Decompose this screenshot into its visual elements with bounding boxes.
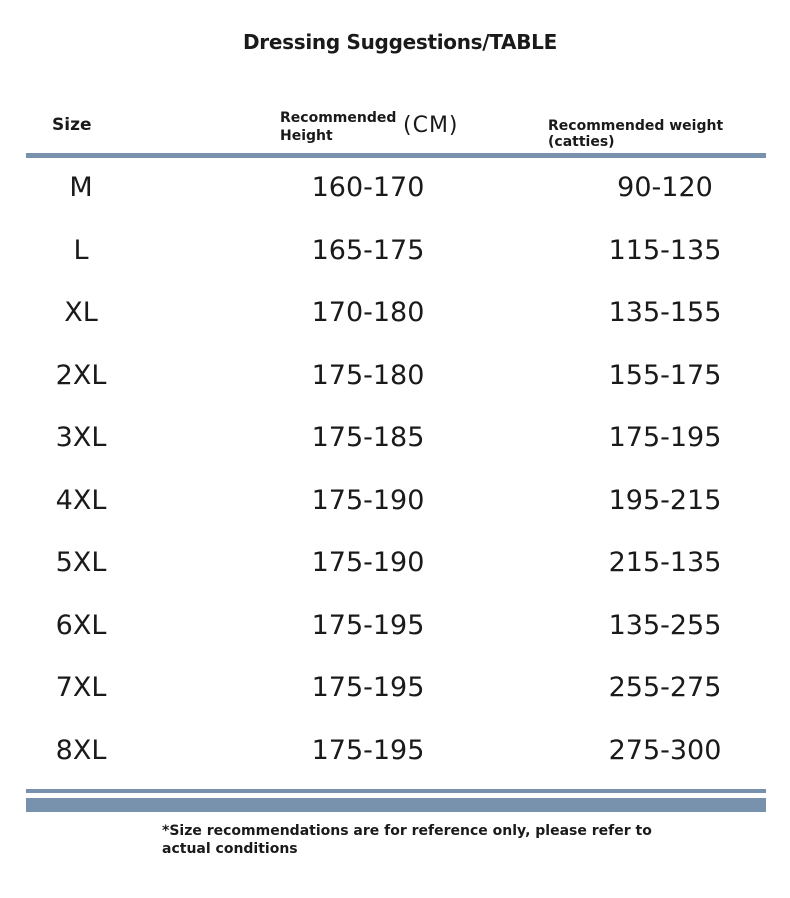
size-cell: 7XL [55, 672, 107, 703]
table-row [0, 346, 790, 408]
weight-cell: 90-120 [617, 172, 713, 203]
weight-cell: 155-175 [608, 359, 722, 391]
size-cell: 6XL [55, 609, 107, 641]
footer-divider-thick [26, 798, 766, 812]
height-cell: 175-195 [311, 672, 425, 703]
footer-divider-thin [26, 789, 766, 793]
size-cell: XL [64, 297, 98, 328]
table-row [0, 408, 790, 470]
weight-cell: 135-255 [608, 609, 722, 641]
table-row [0, 471, 790, 533]
size-cell: 3XL [55, 422, 107, 453]
size-cell: L [73, 234, 89, 266]
size-cell: 2XL [55, 359, 107, 391]
weight-cell: 275-300 [608, 734, 722, 766]
table-row [0, 158, 790, 220]
table-row [0, 533, 790, 595]
weight-cell: 195-215 [608, 484, 722, 516]
weight-cell: 115-135 [608, 234, 722, 266]
table-row [0, 283, 790, 345]
height-cell: 165-175 [311, 234, 425, 266]
table-row [0, 221, 790, 283]
weight-cell: 255-275 [608, 672, 722, 703]
height-cell: 160-170 [311, 172, 425, 203]
table-row [0, 721, 790, 783]
table-row [0, 596, 790, 658]
header-height-unit: (CM) [403, 113, 459, 138]
header-size: Size [52, 115, 92, 135]
height-cell: 175-190 [311, 547, 425, 578]
weight-cell: 175-195 [608, 422, 722, 453]
height-cell: 175-180 [311, 359, 425, 391]
height-cell: 175-195 [311, 734, 425, 766]
table-row [0, 658, 790, 720]
header-weight: Recommended weight (catties) [548, 118, 724, 150]
size-cell: 4XL [55, 484, 107, 516]
height-cell: 175-195 [311, 609, 425, 641]
size-cell: M [69, 172, 93, 203]
weight-cell: 135-155 [608, 297, 722, 328]
height-cell: 175-185 [311, 422, 425, 453]
footnote: *Size recommendations are for reference only, please refer to actual conditions [162, 823, 652, 857]
size-cell: 5XL [55, 547, 107, 578]
page-title: Dressing Suggestions/TABLE [243, 30, 557, 54]
weight-cell: 215-135 [608, 547, 722, 578]
height-cell: 170-180 [311, 297, 425, 328]
height-cell: 175-190 [311, 484, 425, 516]
header-height: Recommended Height [280, 110, 397, 144]
size-cell: 8XL [55, 734, 107, 766]
